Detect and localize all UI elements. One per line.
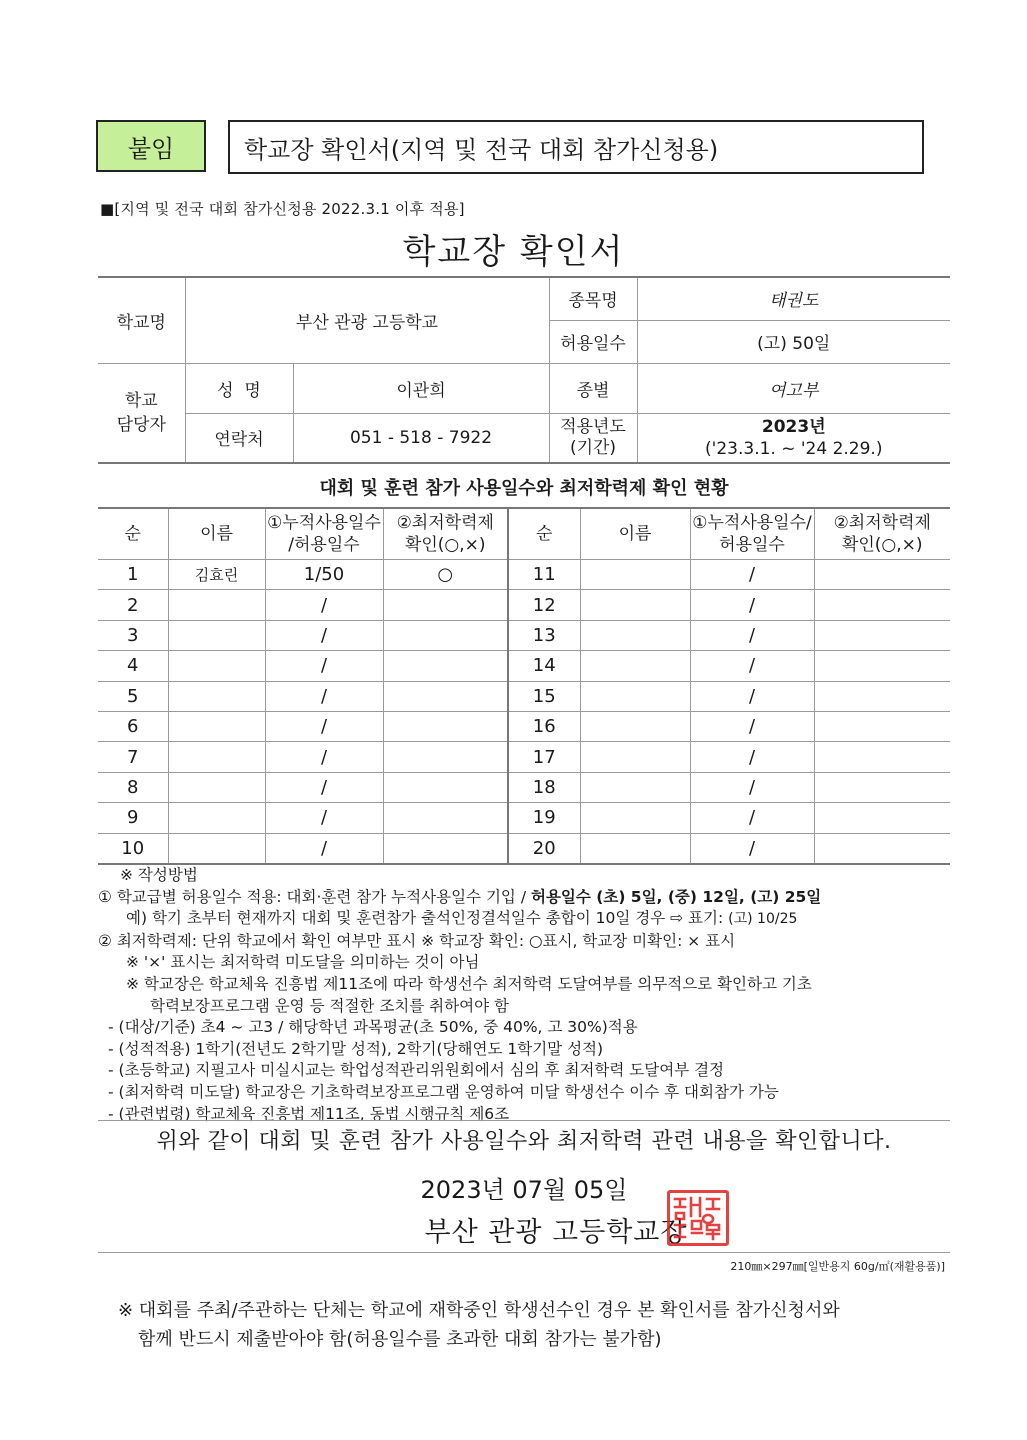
table-row	[98, 560, 950, 590]
cell-check	[383, 833, 508, 864]
table-row	[98, 590, 950, 620]
cell-used: /	[265, 590, 383, 620]
instruction-bullet: - (관련법령) 학교체육 진흥법 제11조, 동법 시행규칙 제6조	[108, 1104, 510, 1123]
cell-no: 18	[508, 772, 580, 802]
cell-no: 4	[98, 651, 168, 681]
cell-name	[580, 620, 690, 650]
year-value: 2023년	[761, 416, 826, 437]
cell-name	[580, 833, 690, 864]
cell-check	[814, 620, 950, 650]
cell-check	[814, 590, 950, 620]
cell-check	[383, 590, 508, 620]
cell-used: /	[690, 711, 814, 741]
cell-check	[814, 772, 950, 802]
cell-no: 10	[98, 833, 168, 864]
cell-used: /	[690, 772, 814, 802]
cell-check	[383, 681, 508, 711]
cell-no: 16	[508, 711, 580, 741]
cell-check	[383, 742, 508, 772]
staff-name-label: 성 명	[185, 363, 293, 413]
table-row	[98, 711, 950, 741]
cell-used: /	[265, 651, 383, 681]
cell-check	[383, 651, 508, 681]
signature-date: 2023년 07월 05일	[420, 1176, 628, 1204]
cell-no: 7	[98, 742, 168, 772]
category-value: 여고부	[637, 363, 950, 413]
paper-spec: 210㎜×297㎜[일반용지 60g/㎡(재활용품)]	[730, 1260, 945, 1273]
cell-name	[580, 742, 690, 772]
divider	[98, 1252, 950, 1253]
cell-used: /	[690, 833, 814, 864]
cell-used: 1/50	[265, 560, 383, 590]
cell-check	[383, 803, 508, 833]
allowed-days-label: 허용일수	[549, 320, 637, 363]
cell-check: ○	[383, 560, 508, 590]
divider	[98, 1120, 950, 1121]
header-used-left: ①누적사용일수 /허용일수	[265, 508, 383, 560]
cell-check	[814, 742, 950, 772]
cell-used: /	[265, 620, 383, 650]
cell-no: 6	[98, 711, 168, 741]
cell-name	[580, 681, 690, 711]
cell-used: /	[690, 681, 814, 711]
instruction-bullet: - (대상/기준) 초4 ~ 고3 / 해당학년 과목평균(초 50%, 중 40%, 고 30%)적용	[108, 1018, 638, 1037]
cell-check	[814, 681, 950, 711]
cell-no: 19	[508, 803, 580, 833]
cell-name	[168, 772, 265, 802]
sport-label: 종목명	[549, 277, 637, 320]
cell-check	[814, 560, 950, 590]
instructions	[98, 865, 958, 1125]
page-title: 학교장 확인서	[402, 232, 625, 272]
cell-used: /	[265, 803, 383, 833]
confirmation-text: 위와 같이 대회 및 훈련 참가 사용일수와 최저학력 관련 내용을 확인합니다.	[156, 1129, 892, 1154]
footer-note-line-2: 함께 반드시 제출받아야 함(허용일수를 초과한 대회 참가는 불가함)	[138, 1329, 662, 1350]
instruction-item-1-text: ① 학교급별 허용일수 적용: 대회·훈련 참가 누적사용일수 기입 /	[98, 887, 531, 906]
instruction-example-value: (고) 10/25	[728, 911, 798, 928]
cell-check	[383, 711, 508, 741]
contact-label: 연락처	[185, 413, 293, 463]
instruction-note-2-cont: 학력보장프로그램 운영 등 적절한 조치를 취하여야 함	[150, 996, 509, 1015]
table-row	[98, 833, 950, 864]
footer-note-line-1: ※ 대회를 주최/주관하는 단체는 학교에 재학중인 학생선수인 경우 본 확인서를 참가신청서와	[118, 1300, 840, 1321]
instruction-item-1	[98, 887, 958, 909]
cell-used: /	[690, 560, 814, 590]
header-no-left: 순	[98, 508, 168, 560]
school-name-value: 부산 관광 고등학교	[185, 277, 549, 363]
attachment-label: 붙임	[96, 120, 206, 172]
cell-no: 3	[98, 620, 168, 650]
cell-no: 5	[98, 681, 168, 711]
apply-note: ■[지역 및 전국 대회 참가신청용 2022.3.1 이후 적용]	[100, 200, 465, 218]
instruction-bullet: - (성적적용) 1학기(전년도 2학기말 성적), 2학기(당해연도 1학기말 성적)	[108, 1039, 604, 1058]
cell-name	[168, 742, 265, 772]
cell-used: /	[690, 590, 814, 620]
cell-name	[168, 833, 265, 864]
staff-label: 학교 담당자	[98, 363, 185, 463]
cell-name	[168, 620, 265, 650]
cell-used: /	[690, 742, 814, 772]
instruction-bullet: - (초등학교) 지필고사 미실시교는 학업성적관리위원회에서 심의 후 최저학력 도달여부 결정	[108, 1061, 725, 1080]
cell-used: /	[265, 711, 383, 741]
header-no-right: 순	[508, 508, 580, 560]
cell-no: 14	[508, 651, 580, 681]
cell-check	[383, 772, 508, 802]
status-title: 대회 및 훈련 참가 사용일수와 최저학력제 확인 현황	[319, 478, 729, 499]
instruction-example	[98, 908, 958, 931]
cell-no: 2	[98, 590, 168, 620]
cell-name: 김효린	[168, 560, 265, 590]
footer-note	[118, 1296, 978, 1354]
cell-no: 9	[98, 803, 168, 833]
contact-value: 051 - 518 - 7922	[293, 413, 549, 463]
instruction-item-2: ② 최저학력제: 단위 학교에서 확인 여부만 표시 ※ 학교장 확인: ○표시, 학교장 미확인: × 표시	[98, 931, 736, 950]
cell-check	[814, 651, 950, 681]
staff-name-value: 이관희	[293, 363, 549, 413]
cell-name	[580, 711, 690, 741]
cell-name	[580, 560, 690, 590]
cell-used: /	[690, 620, 814, 650]
cell-no: 8	[98, 772, 168, 802]
school-name-label: 학교명	[98, 277, 185, 363]
cell-name	[580, 590, 690, 620]
cell-no: 12	[508, 590, 580, 620]
cell-no: 13	[508, 620, 580, 650]
instruction-note-2: ※ 학교장은 학교체육 진흥법 제11조에 따라 학생선수 최저학력 도달여부를 의무적으로 확인하고 기초	[126, 974, 812, 993]
cell-name	[168, 803, 265, 833]
cell-name	[168, 711, 265, 741]
header-name-right: 이름	[580, 508, 690, 560]
school-info-table	[98, 276, 950, 464]
year-cell	[637, 413, 950, 463]
cell-name	[168, 590, 265, 620]
category-label: 종별	[549, 363, 637, 413]
header-check-left: ②최저학력제 확인(○,×)	[383, 508, 508, 560]
table-row	[98, 651, 950, 681]
sport-value: 태권도	[637, 277, 950, 320]
header-name-left: 이름	[168, 508, 265, 560]
usage-status-table	[98, 507, 950, 865]
document-title: 학교장 확인서(지역 및 전국 대회 참가신청용)	[228, 120, 924, 174]
table-row	[98, 681, 950, 711]
instruction-bullet: - (최저학력 미도달) 학교장은 기초학력보장프로그램 운영하여 미달 학생선수 이수 후 대회참가 가능	[108, 1082, 779, 1101]
instructions-heading: ※ 작성방법	[120, 866, 198, 884]
table-row	[98, 742, 950, 772]
cell-no: 17	[508, 742, 580, 772]
cell-check	[383, 620, 508, 650]
cell-no: 1	[98, 560, 168, 590]
cell-no: 11	[508, 560, 580, 590]
year-period: ('23.3.1. ~ '24 2.29.)	[705, 438, 883, 459]
cell-used: /	[690, 803, 814, 833]
cell-check	[814, 711, 950, 741]
cell-name	[580, 803, 690, 833]
cell-used: /	[690, 651, 814, 681]
cell-used: /	[265, 833, 383, 864]
official-seal-icon	[667, 1190, 729, 1246]
table-row	[98, 803, 950, 833]
cell-name	[580, 772, 690, 802]
year-label: 적용년도 (기간)	[549, 413, 637, 463]
cell-used: /	[265, 742, 383, 772]
cell-name	[580, 651, 690, 681]
cell-no: 20	[508, 833, 580, 864]
header-used-right: ①누적사용일수/ 허용일수	[690, 508, 814, 560]
table-row	[98, 772, 950, 802]
cell-check	[814, 833, 950, 864]
cell-name	[168, 651, 265, 681]
cell-no: 15	[508, 681, 580, 711]
instruction-example-text: 예) 학기 초부터 현재까지 대회 및 훈련참가 출석인정결석일수 총합이 10일 경우 ⇨ 표기:	[126, 909, 729, 928]
header-check-right: ②최저학력제 확인(○,×)	[814, 508, 950, 560]
instruction-item-1-bold: 허용일수 (초) 5일, (중) 12일, (고) 25일	[530, 887, 822, 906]
table-row	[98, 620, 950, 650]
cell-check	[814, 803, 950, 833]
cell-used: /	[265, 681, 383, 711]
cell-name	[168, 681, 265, 711]
cell-used: /	[265, 772, 383, 802]
instruction-note-1: ※ '×' 표시는 최저학력 미도달을 의미하는 것이 아님	[126, 953, 480, 972]
allowed-days-value: (고) 50일	[637, 320, 950, 363]
principal-signature: 부산 관광 고등학교장	[424, 1217, 688, 1248]
